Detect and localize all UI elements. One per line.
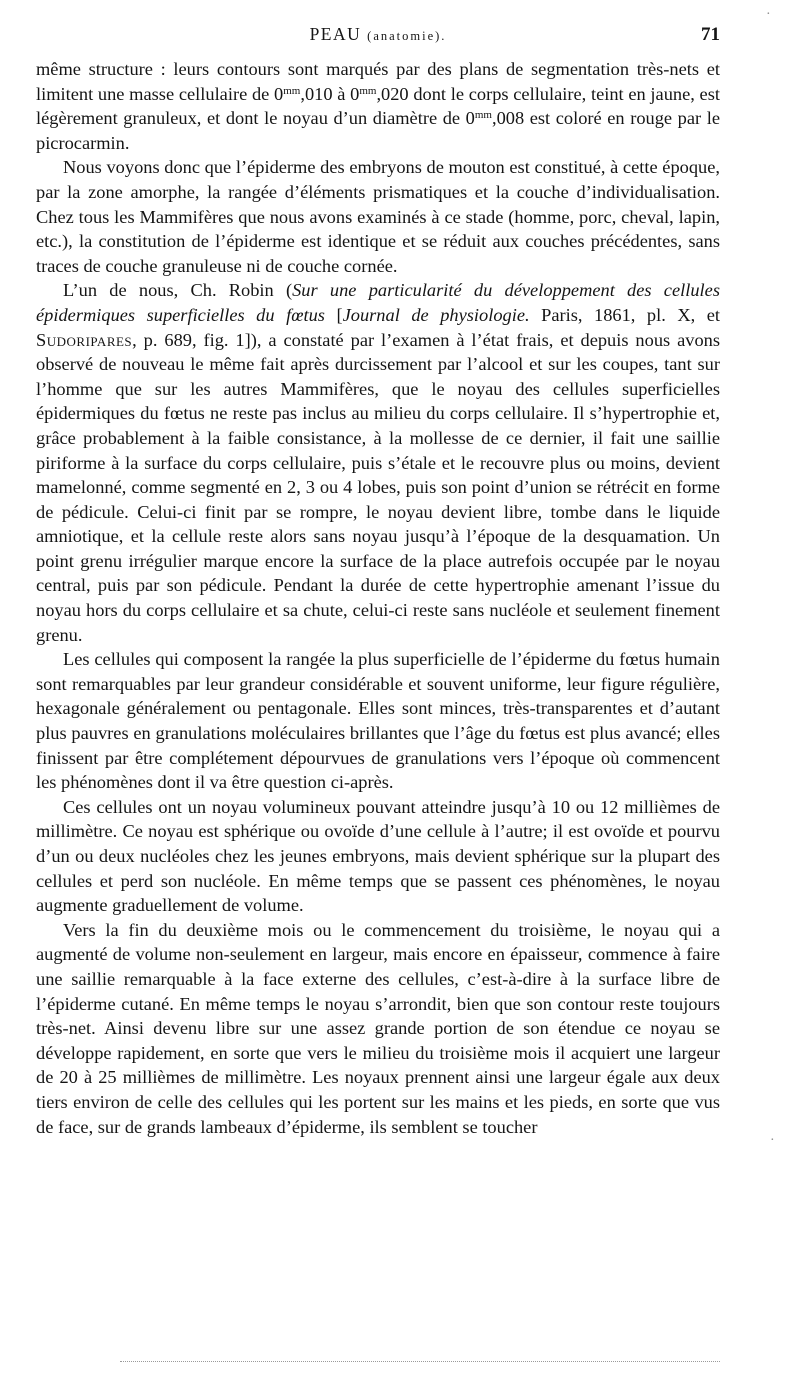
paragraph-6	[36, 918, 720, 1139]
bottom-rule	[120, 1361, 720, 1362]
margin-speck-side: ·	[770, 1133, 775, 1148]
page-number: 71	[701, 24, 720, 45]
paragraph-1	[36, 57, 720, 155]
running-title-main: PEAU	[309, 24, 362, 44]
text-run: Ces cellules ont un noyau volumineux pouvant atteindre jusqu’à 10 ou 12 millièmes de millimètre. Ce noyau est sphérique ou ovoïde d’une cellule à l’autre; il est ovoïde et pourvu d’un ou deux nucléoles chez les jeunes embryons, mais devient sphérique sur la plupart des cellules et perd son nucléole. En même temps que se passent ces phénomènes, le noyau augmente graduellement de volume.	[36, 796, 720, 916]
paragraph-2	[36, 155, 720, 278]
paragraph-5	[36, 795, 720, 918]
unit-superscript: mm	[359, 84, 377, 97]
italic-citation: Journal de physiologie.	[342, 304, 530, 325]
paragraph-3	[36, 278, 720, 647]
running-header	[36, 24, 720, 48]
paragraph-4	[36, 647, 720, 795]
italic-citation: Sur une particularité du développement des cellules épidermiques superficielles du fœtus	[36, 280, 720, 325]
margin-speck-top: ·	[766, 7, 771, 22]
running-title	[36, 24, 720, 45]
text-run: ,020 dont le corps cellulaire, teint en jaune, est légèrement granuleux, et dont le noyau d’un diamètre de 0	[36, 83, 720, 129]
text-run: L’un de nous, Ch. Robin (	[63, 280, 293, 301]
text-run: ,010 à 0	[300, 83, 360, 104]
text-run: , p. 689, fig. 1]), a constaté par l’examen à l’état frais, et depuis nous avons observé de nouveau le même fait après durcissement par l’alcool et sur les coupes, tant sur l’homme que sur les autres Mammifères, que le noyau des cellules superficielles épidermiques du fœtus ne reste pas inclus au milieu du corps cellulaire. Il s’hypertrophie et, grâce probablement à la faible consistance, à la mollesse de ce dernier, il fait une saillie piriforme à la surface du corps cellulaire, puis s’étale et le recouvre plus ou moins, devient mamelonné, comme segmenté en 2, 3 ou 4 lobes, puis son point d’union se rétrécit en forme de pédicule. Celui-ci finit par se rompre, le noyau devient libre, tombe dans le liquide amniotique, et la cellule reste alors sans noyau jusqu’à l’époque de la desquamation. Un point grenu irrégulier marque encore la surface de la place autrefois occupée par le noyau central, puis par son pédicule. Pendant la durée de cette hypertrophie amenant l’issue du noyau hors du corps cellulaire et sa chute, celui-ci reste sans nucléole et seulement finement grenu.	[36, 329, 720, 645]
unit-superscript: mm	[283, 84, 301, 97]
unit-superscript: mm	[474, 109, 492, 122]
text-run: Paris, 1861, pl. X, et	[529, 304, 720, 325]
text-run: Les cellules qui composent la rangée la plus superficielle de l’épiderme du fœtus humain sont remarquables par leur grandeur considérable et souvent uniforme, leur figure régulière, hexagonale généralement ou pentagonale. Elles sont minces, très-transparentes et d’autant plus pauvres en granulations moléculaires brillantes que l’âge du fœtus est plus avancé; elles finissent par être complétement dépourvues de granulations vers l’époque où commencent les phénomènes dont il va être question ci-après.	[36, 649, 720, 793]
smallcaps-reference: Sudoripares	[36, 329, 133, 350]
text-run: [	[324, 304, 343, 325]
text-run: ,008 est coloré en rouge par le picrocarmin.	[36, 108, 721, 153]
text-run: Nous voyons donc que l’épiderme des embryons de mouton est constitué, à cette époque, par la zone amorphe, la rangée d’éléments prismatiques et la couche d’individualisation. Chez tous les Mammifères que nous avons examinés à ce stade (homme, porc, cheval, lapin, etc.), la constitution de l’épiderme est identique et se réduit aux couches précédentes, sans traces de couche granuleuse ni de couche cornée.	[36, 157, 720, 276]
running-title-sub: (anatomie).	[367, 29, 447, 43]
text-run: même structure : leurs contours sont marqués par des plans de segmentation très-nets et limitent une masse cellulaire de 0	[36, 59, 720, 104]
text-run: Vers la fin du deuxième mois ou le commencement du troisième, le noyau qui a augmenté de volume non-seulement en largeur, mais encore en épaisseur, commence à faire une saillie remarquable à la face externe des cellules, c’est-à-dire à la surface libre de l’épiderme cutané. En même temps le noyau s’arrondit, bien que son contour reste toujours très-net. Ainsi devenu libre sur une assez grande portion de son étendue ce noyau se développe rapidement, en sorte que vers le milieu du troisième mois il acquiert une largeur de 20 à 25 millièmes de millimètre. Les noyaux prennent ainsi une largeur égale aux deux tiers environ de celle des cellules qui les portent sur les mains et les pieds, en sorte que vus de face, sur de grands lambeaux d’épiderme, ils semblent se toucher	[36, 919, 720, 1137]
body-text	[36, 57, 720, 1139]
